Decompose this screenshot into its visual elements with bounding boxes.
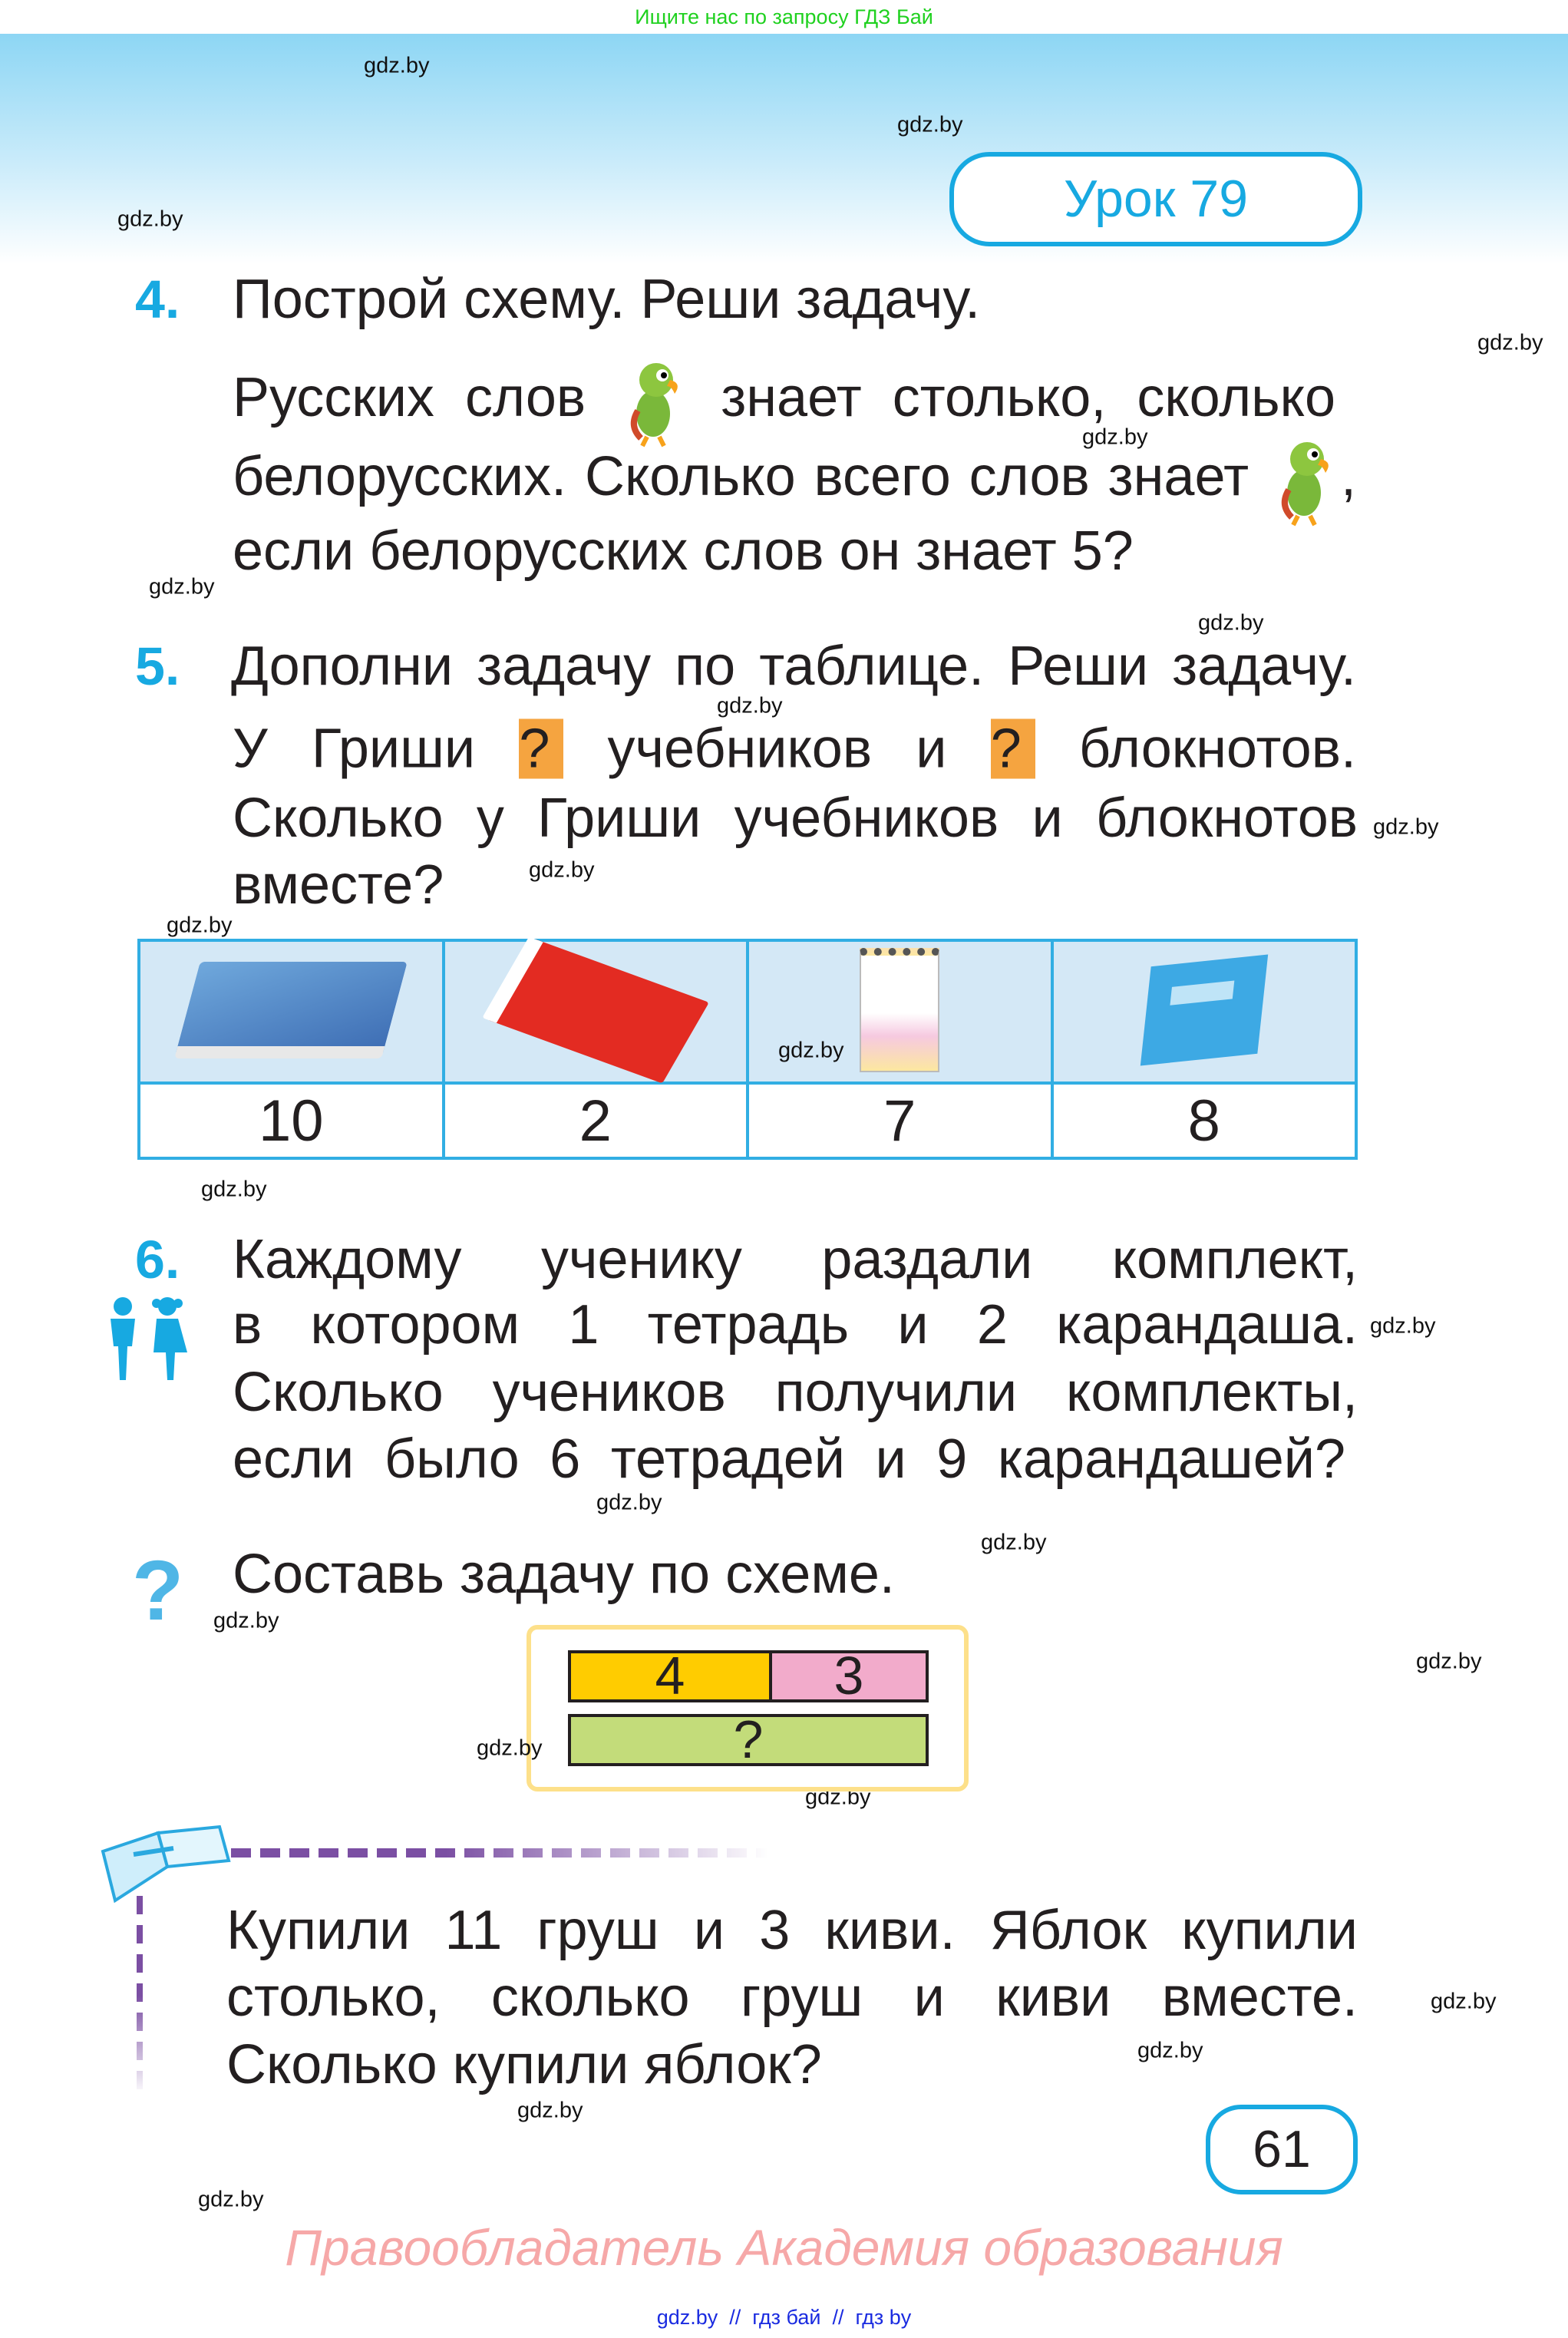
divider (137, 1896, 143, 2095)
top-banner: Ищите нас по запросу ГДЗ Бай (635, 5, 933, 28)
parrot-icon (616, 355, 690, 447)
lesson-label: Урок 79 (949, 152, 1362, 246)
watermark: gdz.by (149, 574, 215, 599)
watermark: gdz.by (778, 1038, 844, 1063)
task-text-line (233, 446, 1356, 507)
text: У Гриши (233, 718, 476, 780)
homework-line: столько, сколько груш и киви вместе. (226, 1966, 1358, 2028)
watermark: gdz.by (1370, 1313, 1436, 1339)
watermark: gdz.by (167, 913, 233, 938)
task-number: 6. (135, 1230, 180, 1290)
task-text-line (233, 718, 1356, 780)
task-text-line (233, 367, 1336, 428)
binder-icon (482, 936, 709, 1083)
bottom-links[interactable]: gdz.by // гдз бай // гдз by (656, 2306, 912, 2329)
watermark: gdz.by (596, 1490, 662, 1515)
task-text-line: в котором 1 тетрадь и 2 карандаша. (233, 1294, 1358, 1356)
text: , (1340, 446, 1356, 507)
unknown-value-box: ? (991, 718, 1035, 778)
homework-line: Сколько купили яблок? (226, 2034, 822, 2095)
watermark: gdz.by (117, 206, 183, 232)
open-book-icon (97, 1821, 235, 1909)
table-value: 8 (1052, 1083, 1357, 1158)
unknown-value-box: ? (519, 718, 563, 778)
notepad-icon (860, 948, 939, 1072)
task-text-line: Сколько учеников получили комплекты, (233, 1362, 1358, 1423)
watermark: gdz.by (198, 2187, 264, 2212)
watermark: gdz.by (1198, 610, 1264, 636)
watermark: gdz.by (529, 857, 595, 883)
pair-work-icon (98, 1296, 193, 1389)
table-cell-book (139, 940, 444, 1083)
watermark: gdz.by (1477, 330, 1543, 355)
watermark: gdz.by (897, 112, 963, 137)
text: знает столько, сколько (721, 367, 1336, 428)
parrot-icon (1267, 434, 1341, 527)
copyright-notice: Правообладатель Академия образования (285, 2219, 1283, 2276)
watermark: gdz.by (201, 1177, 267, 1202)
text: белорусских. Сколько всего слов знает (233, 446, 1249, 507)
book-icon (174, 962, 408, 1058)
divider (231, 1848, 768, 1858)
table-value: 7 (748, 1083, 1052, 1158)
scheme-total: ? (568, 1714, 929, 1766)
task-instruction: Построй схему. Реши задачу. (233, 269, 981, 330)
question-icon: ? (132, 1544, 184, 1638)
watermark: gdz.by (1137, 2038, 1203, 2063)
table-value: 10 (139, 1083, 444, 1158)
task-text-line: если было 6 тетрадей и 9 карандашей? (233, 1428, 1345, 1490)
task-number: 5. (135, 636, 180, 696)
table-cell-binder (444, 940, 748, 1083)
scheme-part-b: 3 (769, 1650, 929, 1702)
task-text-line: если белорусских слов он знает 5? (233, 520, 1134, 582)
text: блокнотов. (1078, 718, 1356, 780)
scheme-task-title: Составь задачу по схеме. (233, 1544, 895, 1605)
watermark: gdz.by (805, 1785, 871, 1810)
task-number: 4. (135, 269, 180, 329)
page-number: 61 (1206, 2105, 1358, 2194)
task-text-line: Каждому ученику раздали комплект, (233, 1229, 1358, 1290)
table-cell-notebook (1052, 940, 1357, 1083)
watermark: gdz.by (517, 2098, 583, 2123)
text: Русских слов (233, 367, 586, 428)
data-table (137, 939, 1358, 1160)
watermark: gdz.by (717, 693, 783, 718)
task-text-line: вместе? (233, 854, 444, 916)
text: учебников и (607, 718, 947, 780)
watermark: gdz.by (213, 1608, 279, 1633)
watermark: gdz.by (1416, 1649, 1482, 1674)
watermark: gdz.by (364, 53, 430, 78)
notebook-icon (1141, 954, 1268, 1065)
table-value: 2 (444, 1083, 748, 1158)
watermark: gdz.by (477, 1735, 543, 1761)
task-instruction: Дополни задачу по таблице. Реши задачу. (231, 636, 1356, 697)
homework-line: Купили 11 груш и 3 киви. Яблок купили (226, 1900, 1358, 1961)
watermark: gdz.by (1082, 424, 1148, 450)
watermark: gdz.by (1373, 814, 1439, 840)
watermark: gdz.by (981, 1530, 1047, 1555)
scheme-part-a: 4 (568, 1650, 772, 1702)
task-text-line: Сколько у Гриши учебников и блокнотов (233, 788, 1358, 849)
watermark: gdz.by (1431, 1989, 1497, 2014)
